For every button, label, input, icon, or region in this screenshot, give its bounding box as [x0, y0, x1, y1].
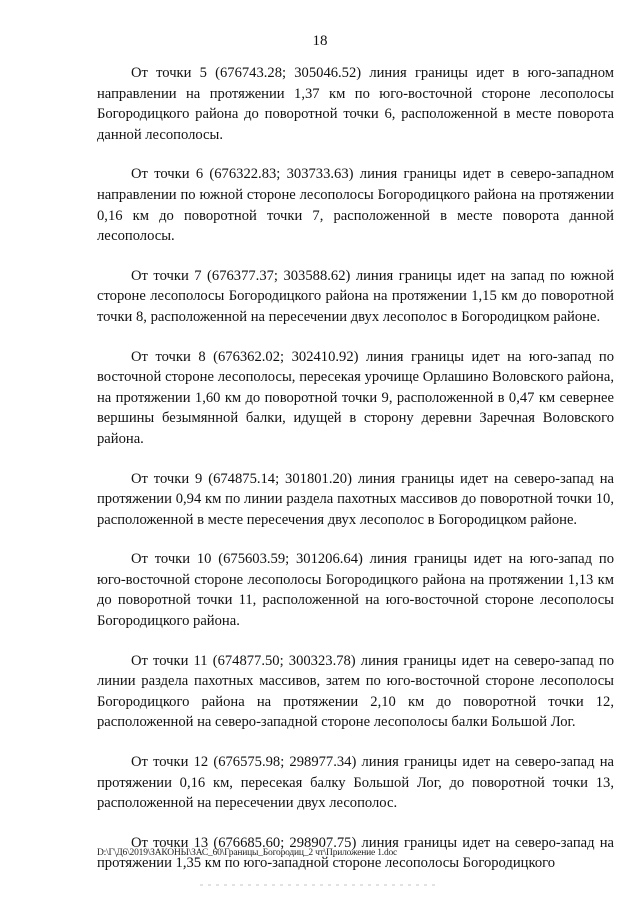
paragraph-point-9: От точки 9 (674875.14; 301801.20) линия границы идет на северо-запад на протяжении 0,94 км по линии раздела пахотных массивов до поворотной точки 10, расположенной в месте пересечения двух лесополос в Богородицком районе.: [97, 470, 614, 528]
paragraph-point-5: От точки 5 (676743.28; 305046.52) линия границы идет в юго-западном направлении на протяжении 1,37 км по юго-восточной стороне лесополосы Богородицкого района до поворотной точки 6, расположенной в месте поворота данной лесополосы.: [97, 65, 614, 143]
page-number: 18: [312, 33, 328, 49]
document-body: [97, 63, 614, 893]
paragraph-point-12: От точки 12 (676575.98; 298977.34) линия границы идет на северо-запад на протяжении 0,16 км, пересекая балку Большой Лог, до поворотной точки 13, расположенной на пересечении двух лесополос.: [97, 754, 614, 812]
paragraph-point-10: От точки 10 (675603.59; 301206.64) линия границы идет на юго-запад по юго-восточной стороне лесополосы Богородицкого района на протяжении 1,13 км до поворотной точки 11, расположенной на юго-восточной стороне лесополосы Богородицкого района.: [97, 551, 614, 630]
paragraph-point-8: От точки 8 (676362.02; 302410.92) линия границы идет на юго-запад по восточной стороне лесополосы, пересекая урочище Орлашино Воловского района, на протяжении 1,60 км до поворотной точки 9, расположенной в 0,47 км севернее вершины безымянной балки, идущей в сторону деревни Заречная Воловского района.: [97, 348, 614, 447]
file-path-footer: D:\Г\Д6\2019\ЗАКОНЫ\ЗАС_60\Границы_Богородиц_2 чт\Приложение 1.doc: [97, 848, 398, 858]
paragraph-point-7: От точки 7 (676377.37; 303588.62) линия границы идет на запад по южной стороне лесополосы Богородицкого района на протяжении 1,15 км до поворотной точки 8, расположенной на пересечении двух лесополос в Богородицком районе.: [97, 267, 614, 325]
paragraph-point-13: От точки 13 (676685.60; 298907.75) линия границы идет на северо-запад на протяжении 1,35 км по юго-западной стороне лесополосы Богородицкого: [97, 834, 614, 872]
paragraph-point-11: От точки 11 (674877.50; 300323.78) линия границы идет на северо-запад по линии раздела пахотных массивов, затем по юго-восточной стороне лесополосы Богородицкого района на протяжении 2,10 км до поворотной точки 12, расположенной на северо-западной стороне лесополосы балки Большой Лог.: [97, 652, 614, 731]
scan-artifact: [200, 884, 440, 886]
paragraph-point-6: От точки 6 (676322.83; 303733.63) линия границы идет в северо-западном направлении по южной стороне лесополосы Богородицкого района на протяжении 0,16 км до поворотной точки 7, расположенной в месте поворота данной лесополосы.: [97, 166, 614, 245]
